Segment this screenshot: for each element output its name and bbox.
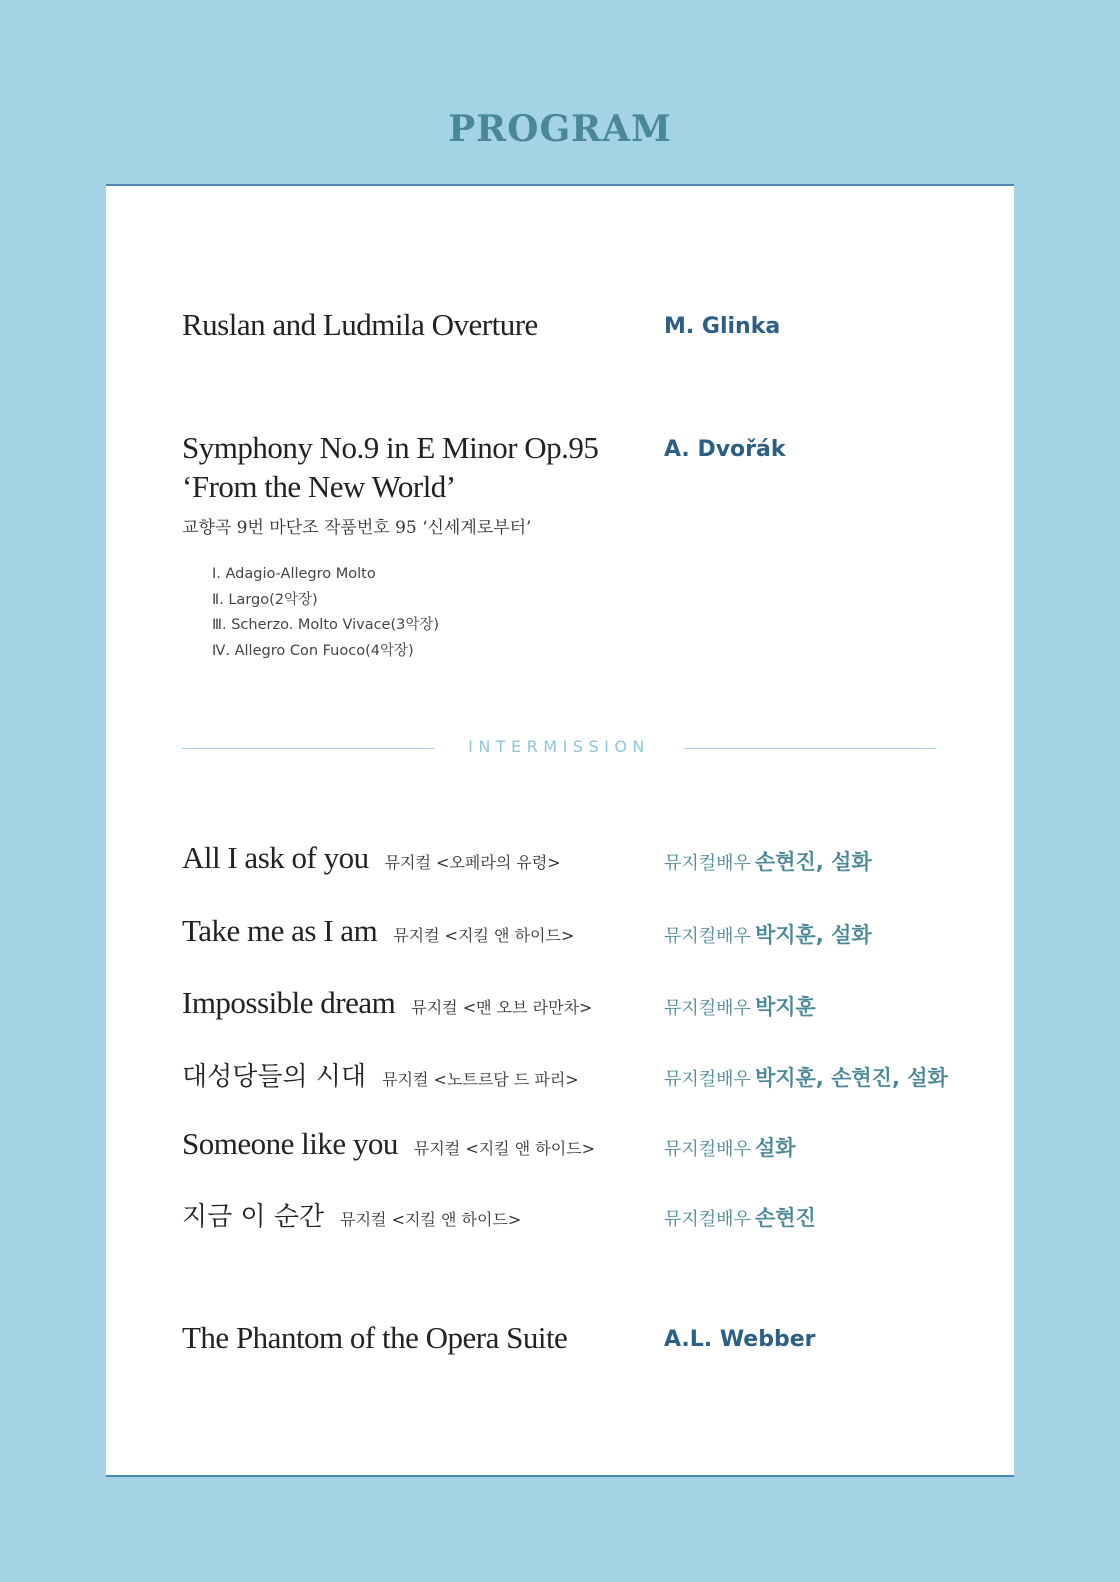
song-row (182, 1056, 982, 1098)
song-source: 뮤지컬 <노트르담 드 파리> (382, 1070, 579, 1089)
song-title: All I ask of you (182, 840, 369, 875)
performer (664, 1132, 796, 1162)
composer-dvorak: A. Dvořák (664, 437, 786, 462)
song-source: 뮤지컬 <지킬 앤 하이드> (340, 1210, 522, 1229)
divider-line-left (182, 748, 434, 749)
intermission-divider (182, 732, 936, 762)
song-row (182, 840, 982, 882)
piece-title-dvorak-line2: ‘From the New World’ (182, 469, 456, 504)
performer-names: 손현진 (754, 1206, 816, 1230)
page-title: PROGRAM (448, 108, 672, 150)
performer (664, 1062, 948, 1092)
performer-role: 뮤지컬배우 (664, 1209, 751, 1230)
song-title: Take me as I am (182, 913, 378, 948)
performer-role: 뮤지컬배우 (664, 853, 751, 874)
composer-glinka: M. Glinka (664, 314, 781, 339)
performer-role: 뮤지컬배우 (664, 1139, 751, 1160)
movement-item: Ⅲ. Scherzo. Molto Vivace(3악장) (212, 617, 440, 633)
song-row (182, 1196, 982, 1238)
song-title: 지금 이 순간 (182, 1202, 325, 1232)
performer-names: 손현진, 설화 (754, 850, 872, 874)
performer-role: 뮤지컬배우 (664, 926, 751, 947)
piece-subtitle-korean: 교향곡 9번 마단조 작품번호 95 ‘신세계로부터’ (182, 518, 532, 538)
performer-role: 뮤지컬배우 (664, 1069, 751, 1090)
song-row (182, 913, 982, 955)
song-title: Someone like you (182, 1126, 398, 1161)
movement-list (212, 562, 439, 664)
song-source: 뮤지컬 <지킬 앤 하이드> (393, 926, 575, 945)
song-title: 대성당들의 시대 (182, 1062, 367, 1092)
song-title: Impossible dream (182, 985, 396, 1020)
song-source: 뮤지컬 <오페라의 유령> (384, 853, 561, 872)
performer-names: 박지훈 (754, 995, 816, 1019)
performer-role: 뮤지컬배우 (664, 998, 751, 1019)
song-source: 뮤지컬 <지킬 앤 하이드> (413, 1139, 596, 1158)
song-row (182, 985, 982, 1027)
performer (664, 1202, 816, 1232)
program-card (106, 184, 1014, 1477)
performer (664, 919, 872, 949)
performer (664, 846, 872, 876)
song-source: 뮤지컬 <맨 오브 라만차> (411, 998, 593, 1017)
intermission-label: INTERMISSION (468, 737, 650, 756)
movement-item: Ⅰ. Adagio-Allegro Molto (212, 566, 376, 582)
performer-names: 설화 (754, 1136, 796, 1160)
piece-title-webber: The Phantom of the Opera Suite (182, 1320, 568, 1355)
composer-webber: A.L. Webber (664, 1327, 816, 1352)
movement-item: Ⅳ. Allegro Con Fuoco(4악장) (212, 642, 414, 659)
piece-title-dvorak-line1: Symphony No.9 in E Minor Op.95 (182, 430, 599, 465)
movement-item: Ⅱ. Largo(2악장) (212, 591, 318, 608)
divider-line-right (684, 748, 936, 749)
performer (664, 991, 816, 1021)
performer-names: 박지훈, 설화 (754, 923, 872, 947)
song-row (182, 1126, 982, 1168)
performer-names: 박지훈, 손현진, 설화 (754, 1066, 948, 1090)
piece-title-glinka: Ruslan and Ludmila Overture (182, 307, 538, 342)
